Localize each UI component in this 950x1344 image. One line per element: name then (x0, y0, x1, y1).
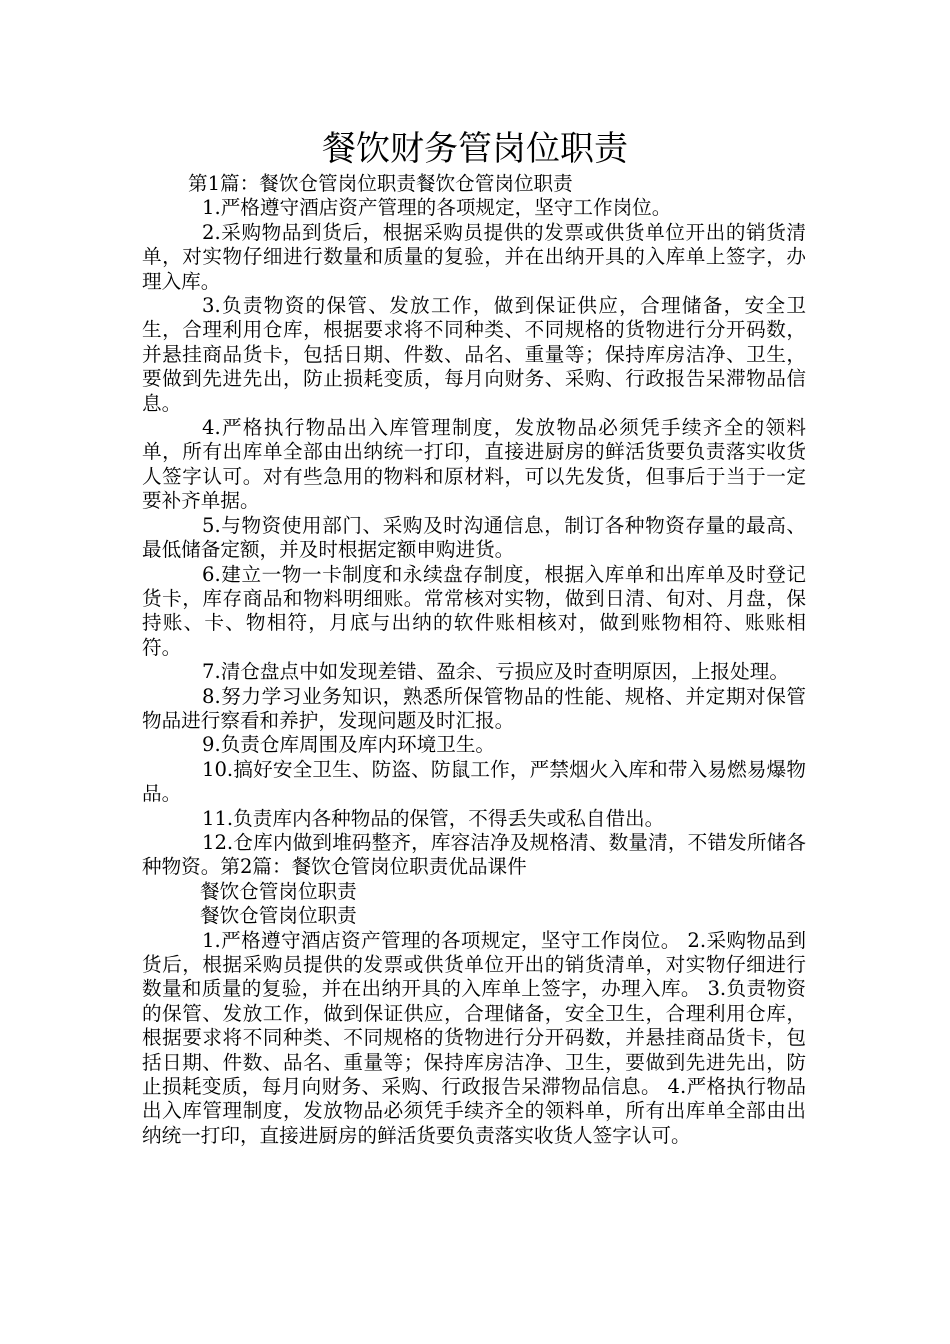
list-item: 7.清仓盘点中如发现差错、盈余、亏损应及时查明原因，上报处理。 (202, 660, 789, 684)
list-item: 4.严格执行物品出入库管理制度，发放物品必须凭手续齐全的领料单，所有出库单全部由出纳统一打印，直接进厨房的鲜活货要负责落实收货人签字认可。对有些急用的物料和原材料，可以先发货，但事后于当于一定要补齐单据。 (142, 416, 806, 513)
list-item: 12.仓库内做到堆码整齐，库容洁净及规格清、数量清，不错发所储各种物资。第2篇：餐饮仓管岗位职责优品课件 (142, 830, 806, 879)
list-item: 8.努力学习业务知识，熟悉所保管物品的性能、规格、并定期对保管物品进行察看和养护，发现问题及时汇报。 (142, 684, 806, 732)
subheading: 餐饮仓管岗位职责 (200, 879, 357, 903)
list-item: 5.与物资使用部门、采购及时沟通信息，制订各种物资存量的最高、最低储备定额，并及时根据定额申购进货。 (142, 513, 806, 562)
subheading: 餐饮仓管岗位职责 (200, 904, 357, 928)
list-item: 6.建立一物一卡制度和永续盘存制度，根据入库单和出库单及时登记货卡，库存商品和物料明细账。常常核对实物，做到日清、旬对、月盘，保持账、卡、物相符，月底与出纳的软件账相核对，做到账物相符、账账相符。 (142, 562, 806, 659)
document-body (142, 172, 806, 1148)
list-item: 10.搞好安全卫生、防盗、防鼠工作，严禁烟火入库和带入易燃易爆物品。 (142, 757, 806, 806)
list-item: 3.负责物资的保管、发放工作，做到保证供应，合理储备，安全卫生，合理利用仓库，根据要求将不同种类、不同规格的货物进行分开码数，并悬挂商品货卡，包括日期、件数、品名、重量等；保持库房洁净、卫生，要做到先进先出，防止损耗变质，每月向财务、采购、行政报告呆滞物品信息。 (142, 294, 806, 415)
document-title: 餐饮财务管岗位职责 (322, 129, 628, 169)
list-item: 2.采购物品到货后，根据采购员提供的发票或供货单位开出的销货清单，对实物仔细进行数量和质量的复验，并在出纳开具的入库单上签字，办理入库。 (142, 220, 806, 293)
body-paragraph: 1.严格遵守酒店资产管理的各项规定，坚守工作岗位。 2.采购物品到货后，根据采购员提供的发票或供货单位开出的销货清单，对实物仔细进行数量和质量的复验，并在出纳开具的入库单上签字，办理入库。 3.负责物资的保管、发放工作，做到保证供应，合理储备，安全卫生，合理利用仓库，根据要求将不同种类、不同规格的货物进行分开码数，并悬挂商品货卡，包括日期、件数、品名、重量等；保持库房洁净、卫生，要做到先进先出，防止损耗变质，每月向财务、采购、行政报告呆滞物品信息。 4.严格执行物品出入库管理制度，发放物品必须凭手续齐全的领料单，所有出库单全部由出纳统一打印，直接进厨房的鲜活货要负责落实收货人签字认可。 (142, 928, 806, 1147)
list-item: 9.负责仓库周围及库内环境卫生。 (202, 733, 496, 757)
list-item: 11.负责库内各种物品的保管，不得丢失或私自借出。 (202, 806, 665, 830)
section-heading: 第1篇：餐饮仓管岗位职责餐饮仓管岗位职责 (188, 172, 573, 195)
list-item: 1.严格遵守酒店资产管理的各项规定，坚守工作岗位。 (202, 196, 672, 220)
